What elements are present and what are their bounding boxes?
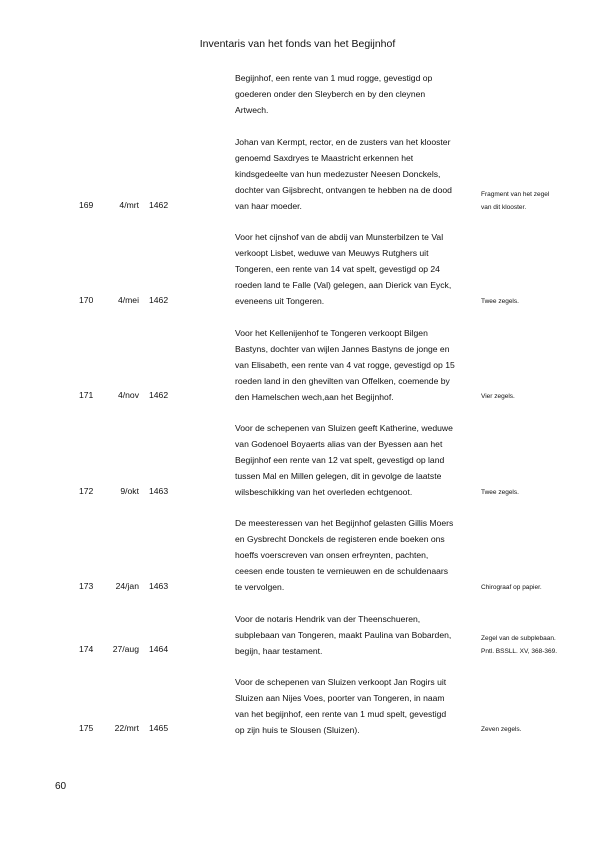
entry-note: Zeven zegels.: [481, 726, 522, 733]
entry-number: 172: [79, 486, 94, 496]
entry-year: 1463: [149, 486, 169, 496]
entry-note: Zegel van de subplebaan. Pntl. BSSLL. XV, 368-369.: [481, 635, 558, 655]
entry-year: 1462: [149, 295, 169, 305]
entry-note: Twee zegels.: [481, 298, 519, 305]
entry-date: 22/mrt: [114, 723, 139, 733]
entry-number: 174: [79, 644, 94, 654]
page-number: 60: [55, 781, 67, 792]
entry-text: Voor het Kellenijenhof te Tongeren verkoopt Bilgen Bastyns, dochter van wijlen Jannes Bastyns de jonge en van Elisabeth, een rente van 4 vat rogge, gevestigd op 15 roeden land in den ghevilten van Offelken, coemende by den Hamelschen wech,aan het Begijnhof.: [235, 328, 455, 402]
entry-year: 1463: [149, 581, 169, 591]
entry-text: De meesteressen van het Begijnhof gelasten Gillis Moers en Gysbrecht Donckels de registeren ende boeken ons hoeffs voerscreven van onsen erfreynten, pachten, ceesen ende tousten te vernieuwen en de schuldenaars te vervolgen.: [235, 518, 454, 592]
entry-date: 4/mrt: [119, 200, 139, 210]
entry-date: 27/aug: [112, 644, 139, 654]
entry-text: Voor de schepenen van Sluizen verkoopt Jan Rogirs uit Sluizen aan Nijes Voes, poorter van Tongeren, in naam van het begijnhof, een rente van 1 mud spelt, gevestigd op zijn huis te Slousen (Sluizen).: [235, 677, 447, 735]
entry-number: 173: [79, 581, 94, 591]
page-title: Inventaris van het fonds van het Begijnhof: [199, 38, 396, 50]
entry-date: 4/mei: [117, 295, 139, 305]
entry-date: 9/okt: [120, 486, 139, 496]
entry-note: Fragment van het zegel van dit klooster.: [481, 191, 550, 211]
entry-number: 170: [79, 295, 94, 305]
entry-text: Voor de schepenen van Sluizen geeft Katherine, weduwe van Godenoel Boyaerts alias van der Byessen aan het Begijnhof een rente van 12 vat spelt, gevestigd op land tussen Mal en Millen gelegen, dit in gevolge de laatste wilsbeschikking van het overleden echtgenoot.: [235, 423, 453, 497]
entry-note: Twee zegels.: [481, 489, 519, 496]
entry-date: 24/jan: [115, 581, 139, 591]
entry-number: 175: [79, 723, 94, 733]
entry-date: 4/nov: [117, 390, 139, 400]
entry-continuation-text: Begijnhof, een rente van 1 mud rogge, gevestigd op goederen onder den Sleyberch en by den cleynen Artwech.: [235, 73, 433, 115]
entry-text: Voor de notaris Hendrik van der Theenschueren, subplebaan van Tongeren, maakt Paulina van Bobarden, begijn, haar testament.: [235, 614, 452, 656]
entry-note: Vier zegels.: [481, 393, 515, 400]
entry-note: Chirograaf op papier.: [481, 584, 542, 591]
entry-number: 169: [79, 200, 94, 210]
entry-year: 1462: [149, 200, 169, 210]
entry-year: 1462: [149, 390, 169, 400]
entry-text: Voor het cijnshof van de abdij van Munsterbilzen te Val verkoopt Lisbet, weduwe van Meuwys Rutghers uit Tongeren, een rente van 14 vat spelt, gevestigd op 24 roeden land te Falle (Val) gelegen, aan Dierick van Eyck, eveneens uit Tongeren.: [235, 232, 452, 306]
entry-text: Johan van Kermpt, rector, en de zusters van het klooster genoemd Saxdryes te Maastricht erkennen het kindsgedeelte van hun medezuster Neesen Donckels, dochter van Gijsbrecht, ontvangen te hebben na de dood van haar moeder.: [235, 137, 452, 211]
entry-year: 1464: [149, 644, 169, 654]
entry-year: 1465: [149, 723, 169, 733]
entry-number: 171: [79, 390, 94, 400]
